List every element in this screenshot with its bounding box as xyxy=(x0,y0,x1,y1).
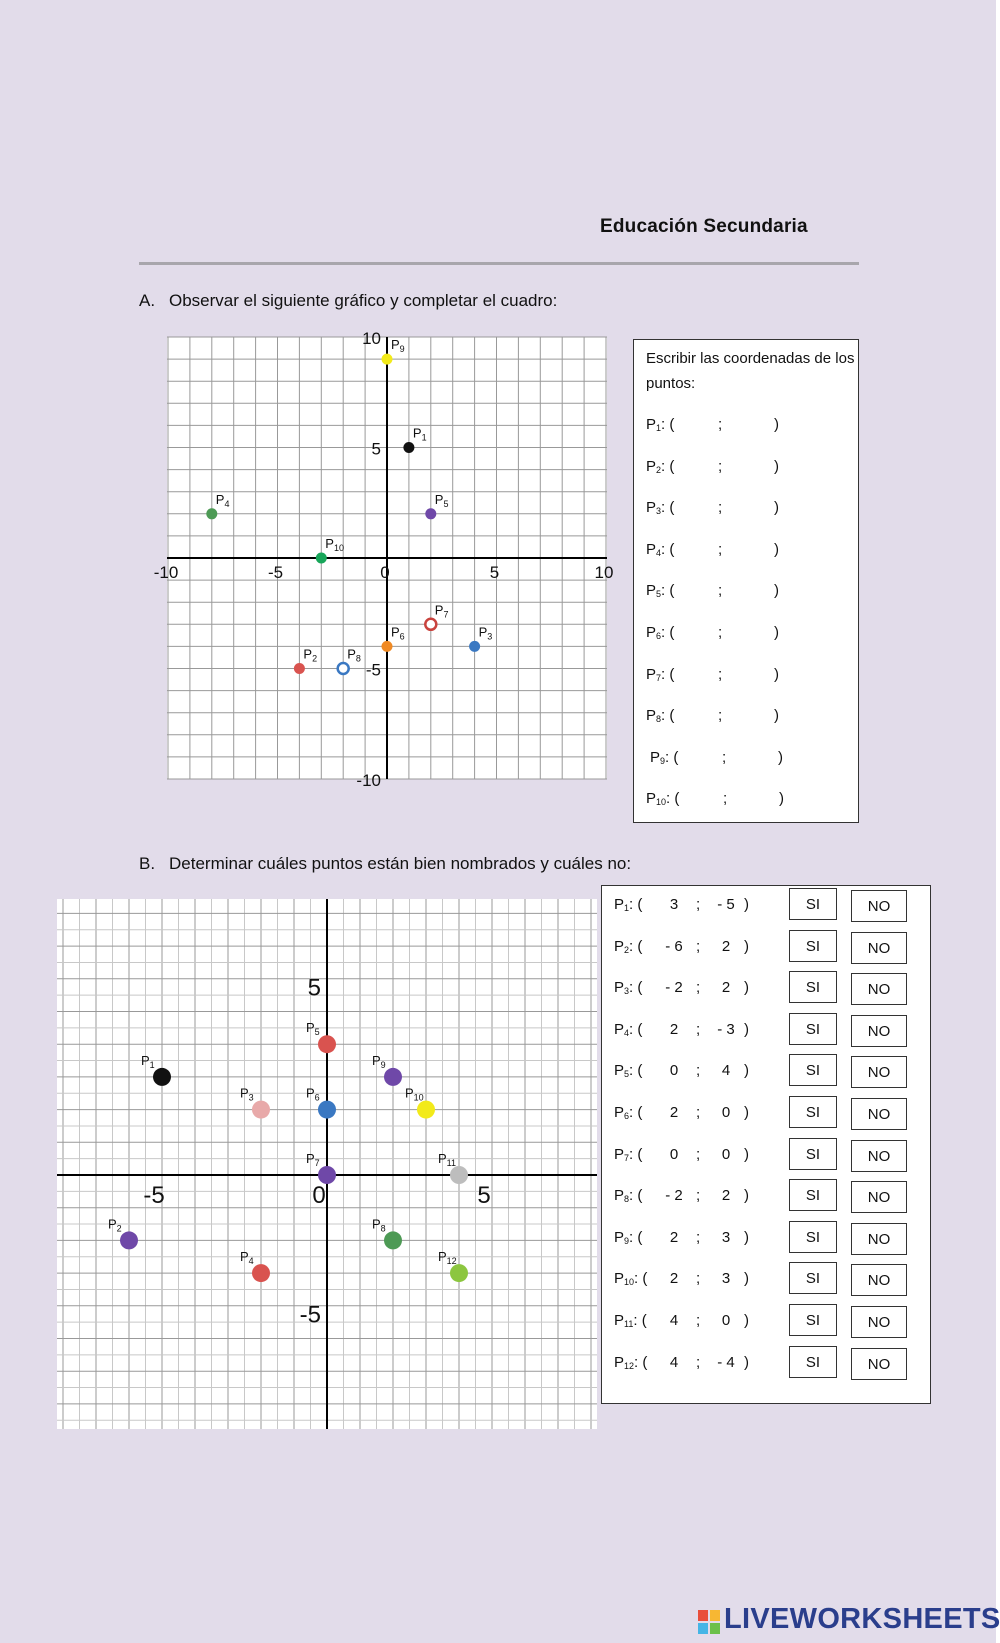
coordinate-close-paren: ) xyxy=(774,582,779,600)
no-button-p1[interactable]: NO xyxy=(851,890,907,922)
no-button-p10[interactable]: NO xyxy=(851,1264,907,1296)
chart-b-point-label-p8: $P_8$ xyxy=(372,1216,386,1234)
chart-b-point-label-p10: $P_{10}$ xyxy=(405,1085,424,1103)
no-button-p2[interactable]: NO xyxy=(851,932,907,964)
chart-b-point-label-p2: $P_2$ xyxy=(108,1216,122,1234)
coordinate-separator[interactable]: ; xyxy=(718,499,723,517)
check-row-x: 2 xyxy=(669,1270,679,1288)
no-button-p6[interactable]: NO xyxy=(851,1098,907,1130)
check-row-label: $P_8$: ( xyxy=(614,1187,643,1205)
check-row-separator: ; xyxy=(696,1270,701,1288)
check-row-separator: ; xyxy=(696,1145,701,1163)
coordinate-row-label: $P_9$: ( xyxy=(650,748,679,766)
brand-name: LIVEWORKSHEETS xyxy=(724,1603,1000,1635)
coordinate-close-paren: ) xyxy=(778,748,783,766)
check-row-separator: ; xyxy=(696,937,701,955)
si-button-p9[interactable]: SI xyxy=(789,1221,837,1253)
chart-a-x-tick-label: -5 xyxy=(267,563,284,582)
chart-b-y-tick-label: 5 xyxy=(307,974,321,1002)
chart-a-point-label-p9: $P_9$ xyxy=(391,337,405,355)
coordinate-separator[interactable]: ; xyxy=(718,624,723,641)
check-row-p12 xyxy=(614,1352,928,1376)
check-row-p4 xyxy=(614,1019,928,1043)
no-button-p3[interactable]: NO xyxy=(851,973,907,1005)
chart-b-point-p7 xyxy=(318,1166,336,1184)
chart-b-point-p2 xyxy=(120,1231,138,1249)
section-b-label: B. xyxy=(139,854,156,873)
coordinate-close-paren: ) xyxy=(774,416,779,433)
no-button-p7[interactable]: NO xyxy=(851,1140,907,1172)
si-button-p2[interactable]: SI xyxy=(789,930,837,962)
check-row-x: 0 xyxy=(669,1145,679,1163)
coordinate-separator[interactable]: ; xyxy=(718,665,723,683)
chart-a-x-tick-label: -10 xyxy=(153,563,179,582)
si-button-p8[interactable]: SI xyxy=(789,1179,837,1211)
coordinate-close-paren: ) xyxy=(774,540,779,558)
chart-b-point-label-p5: $P_5$ xyxy=(306,1020,320,1038)
check-row-close-paren: ) xyxy=(744,979,749,997)
check-row-separator: ; xyxy=(696,1062,701,1080)
chart-b-point-label-p9: $P_9$ xyxy=(372,1052,386,1070)
chart-b-point-p5 xyxy=(318,1035,336,1053)
check-row-y: 3 xyxy=(721,1228,731,1246)
chart-b-point-p10 xyxy=(417,1101,435,1119)
chart-b-y-tick-label: -5 xyxy=(299,1301,321,1329)
check-row-label: $P_{11}$: ( xyxy=(614,1312,647,1329)
check-row-y: 2 xyxy=(721,937,731,955)
coordinate-separator[interactable]: ; xyxy=(722,748,727,766)
coordinate-separator[interactable]: ; xyxy=(718,582,723,600)
coordinate-row-label: $P_1$: ( xyxy=(646,416,675,433)
coordinate-close-paren: ) xyxy=(774,499,779,517)
check-row-close-paren: ) xyxy=(744,1062,749,1080)
check-row-p8 xyxy=(614,1185,928,1209)
check-row-x: 2 xyxy=(669,1228,679,1246)
chart-b-point-label-p3: $P_3$ xyxy=(240,1085,254,1103)
chart-a-point-label-p7: $P_7$ xyxy=(434,602,449,620)
check-row-y: 0 xyxy=(721,1312,731,1329)
check-row-close-paren: ) xyxy=(744,1353,749,1371)
check-row-close-paren: ) xyxy=(744,1312,749,1329)
chart-a-y-tick-label: -5 xyxy=(365,660,381,680)
chart-a-point-label-p5: $P_5$ xyxy=(434,491,449,509)
coordinate-separator[interactable]: ; xyxy=(723,790,728,808)
check-row-separator: ; xyxy=(696,1312,701,1329)
coordinate-close-paren: ) xyxy=(774,624,779,641)
check-row-close-paren: ) xyxy=(744,1228,749,1246)
chart-b-point-p1 xyxy=(153,1068,171,1086)
coordinate-separator[interactable]: ; xyxy=(718,540,723,558)
chart-b-x-tick-label: 5 xyxy=(477,1182,491,1209)
check-row-p5 xyxy=(614,1060,928,1084)
yes-no-box xyxy=(601,885,931,1404)
chart-b-point-p11 xyxy=(450,1166,468,1184)
si-button-p5[interactable]: SI xyxy=(789,1054,837,1086)
chart-b-x-tick-label: -5 xyxy=(143,1182,165,1209)
chart-b-point-label-p11: $P_{11}$ xyxy=(438,1151,457,1168)
coordinate-row-label: $P_4$: ( xyxy=(646,540,675,558)
section-a-label: A. xyxy=(139,291,156,310)
check-row-close-paren: ) xyxy=(744,1270,749,1288)
chart-a-x-tick-label: 5 xyxy=(489,563,500,582)
chart-b-point-label-p4: $P_4$ xyxy=(240,1249,254,1267)
si-button-p10[interactable]: SI xyxy=(789,1262,837,1294)
check-row-label: $P_{12}$: ( xyxy=(614,1353,648,1371)
chart-b-point-p4 xyxy=(252,1264,270,1282)
si-button-p3[interactable]: SI xyxy=(789,971,837,1003)
check-row-y: 0 xyxy=(721,1104,731,1121)
check-row-p3 xyxy=(614,977,928,1001)
check-row-close-paren: ) xyxy=(744,1187,749,1205)
chart-b-point-p8 xyxy=(384,1231,402,1249)
chart-b-point-label-p6: $P_6$ xyxy=(306,1085,320,1103)
chart-a-point-label-p6: $P_6$ xyxy=(391,624,405,642)
coordinate-separator[interactable]: ; xyxy=(718,416,723,433)
check-row-x: 2 xyxy=(669,1104,679,1121)
check-row-x: 0 xyxy=(669,1062,679,1080)
chart-a-point-label-p4: $P_4$ xyxy=(215,491,230,509)
si-button-p7[interactable]: SI xyxy=(789,1138,837,1170)
check-row-y: 2 xyxy=(721,1187,731,1205)
coordinate-close-paren: ) xyxy=(774,707,779,725)
check-row-y: - 5 xyxy=(717,896,735,913)
check-row-label: $P_9$: ( xyxy=(614,1228,643,1246)
check-row-p7 xyxy=(614,1144,928,1168)
si-button-p11[interactable]: SI xyxy=(789,1304,837,1336)
chart-b-x-tick-label: 0 xyxy=(312,1182,326,1209)
check-row-close-paren: ) xyxy=(744,896,749,913)
check-row-x: - 6 xyxy=(665,937,683,955)
no-button-p11[interactable]: NO xyxy=(851,1306,907,1338)
si-button-p6[interactable]: SI xyxy=(789,1096,837,1128)
coordinates-box-title: Escribir las coordenadas de los puntos: xyxy=(646,350,855,392)
check-row-separator: ; xyxy=(696,1020,701,1038)
check-row-x: 4 xyxy=(669,1353,679,1371)
check-row-separator: ; xyxy=(696,1228,701,1246)
coordinate-row-label: $P_3$: ( xyxy=(646,499,675,517)
chart-a-x-tick-label: 0 xyxy=(380,563,390,582)
check-row-x: - 2 xyxy=(665,1187,683,1205)
check-row-y: - 4 xyxy=(717,1353,735,1371)
si-button-p1[interactable]: SI xyxy=(789,888,837,920)
check-row-p6 xyxy=(614,1102,928,1126)
coordinate-row-label: $P_2$: ( xyxy=(646,457,675,475)
coordinate-close-paren: ) xyxy=(774,457,779,475)
chart-b-point-label-p12: $P_{12}$ xyxy=(438,1249,457,1267)
check-row-y: 2 xyxy=(721,979,731,997)
chart-a-y-tick-label: -10 xyxy=(356,771,381,790)
coordinate-close-paren: ) xyxy=(774,665,779,683)
check-row-p1 xyxy=(614,894,928,918)
chart-b-point-p3 xyxy=(252,1101,270,1119)
check-row-close-paren: ) xyxy=(744,1145,749,1163)
check-row-separator: ; xyxy=(696,1104,701,1121)
check-row-close-paren: ) xyxy=(744,1104,749,1121)
coordinate-row-label: $P_8$: ( xyxy=(646,707,675,725)
coordinate-separator[interactable]: ; xyxy=(718,707,723,725)
check-row-close-paren: ) xyxy=(744,937,749,955)
check-row-p9 xyxy=(614,1227,928,1251)
check-row-separator: ; xyxy=(696,979,701,997)
si-button-p4[interactable]: SI xyxy=(789,1013,837,1045)
si-button-p12[interactable]: SI xyxy=(789,1346,837,1378)
check-row-x: - 2 xyxy=(665,979,683,997)
check-row-label: $P_{10}$: ( xyxy=(614,1270,648,1288)
check-row-x: 2 xyxy=(669,1020,679,1038)
chart-a-x-tick-label: 10 xyxy=(594,563,614,582)
chart-a-point-label-p1: $P_1$ xyxy=(412,425,427,443)
check-row-p10 xyxy=(614,1268,928,1292)
check-row-separator: ; xyxy=(696,896,701,913)
check-row-p2 xyxy=(614,936,928,960)
no-button-p5[interactable]: NO xyxy=(851,1056,907,1088)
coordinate-row-label: $P_7$: ( xyxy=(646,665,675,683)
check-row-y: 0 xyxy=(721,1145,731,1163)
check-row-label: $P_7$: ( xyxy=(614,1145,643,1163)
check-row-separator: ; xyxy=(696,1353,701,1371)
check-row-label: $P_1$: ( xyxy=(614,896,643,913)
chart-a-point-label-p8: $P_8$ xyxy=(347,646,361,664)
check-row-y: 4 xyxy=(721,1062,731,1080)
chart-b-point-p9 xyxy=(384,1068,402,1086)
chart-b-point-p6 xyxy=(318,1101,336,1119)
section-a-text: Observar el siguiente gráfico y completar el cuadro: xyxy=(169,291,558,310)
coordinate-row-label: $P_{10}$: ( xyxy=(646,790,680,808)
no-button-p12[interactable]: NO xyxy=(851,1348,907,1380)
chart-b-point-label-p7: $P_7$ xyxy=(306,1151,320,1168)
page-title: Educación Secundaria xyxy=(600,216,808,237)
chart-b-point-label-p1: $P_1$ xyxy=(141,1052,155,1070)
check-row-x: 3 xyxy=(669,896,679,913)
section-b-text: Determinar cuáles puntos están bien nombrados y cuáles no: xyxy=(169,854,632,873)
check-row-x: 4 xyxy=(669,1312,679,1329)
chart-b-point-p12 xyxy=(450,1264,468,1282)
no-button-p8[interactable]: NO xyxy=(851,1181,907,1213)
liveworksheets-logo-icon xyxy=(698,1610,720,1634)
no-button-p4[interactable]: NO xyxy=(851,1015,907,1047)
chart-a-point-label-p3: $P_3$ xyxy=(478,624,493,642)
check-row-label: $P_3$: ( xyxy=(614,979,643,997)
check-row-y: - 3 xyxy=(717,1020,735,1038)
chart-a-y-tick-label: 10 xyxy=(362,329,381,348)
coordinate-row-label: $P_5$: ( xyxy=(646,582,675,600)
check-row-label: $P_4$: ( xyxy=(614,1020,643,1038)
no-button-p9[interactable]: NO xyxy=(851,1223,907,1255)
coordinate-separator[interactable]: ; xyxy=(718,457,723,475)
chart-a-point-label-p2: $P_2$ xyxy=(303,646,318,664)
check-row-label: $P_2$: ( xyxy=(614,937,643,955)
chart-a-point-label-p10: $P_{10}$ xyxy=(325,536,344,553)
check-row-label: $P_6$: ( xyxy=(614,1104,643,1121)
check-row-label: $P_5$: ( xyxy=(614,1062,643,1080)
check-row-y: 3 xyxy=(721,1270,731,1288)
check-row-p11 xyxy=(614,1310,928,1334)
check-row-close-paren: ) xyxy=(744,1020,749,1038)
coordinate-close-paren: ) xyxy=(779,790,784,808)
chart-a-y-tick-label: 5 xyxy=(371,439,381,459)
check-row-separator: ; xyxy=(696,1187,701,1205)
coordinate-row-label: $P_6$: ( xyxy=(646,624,675,641)
